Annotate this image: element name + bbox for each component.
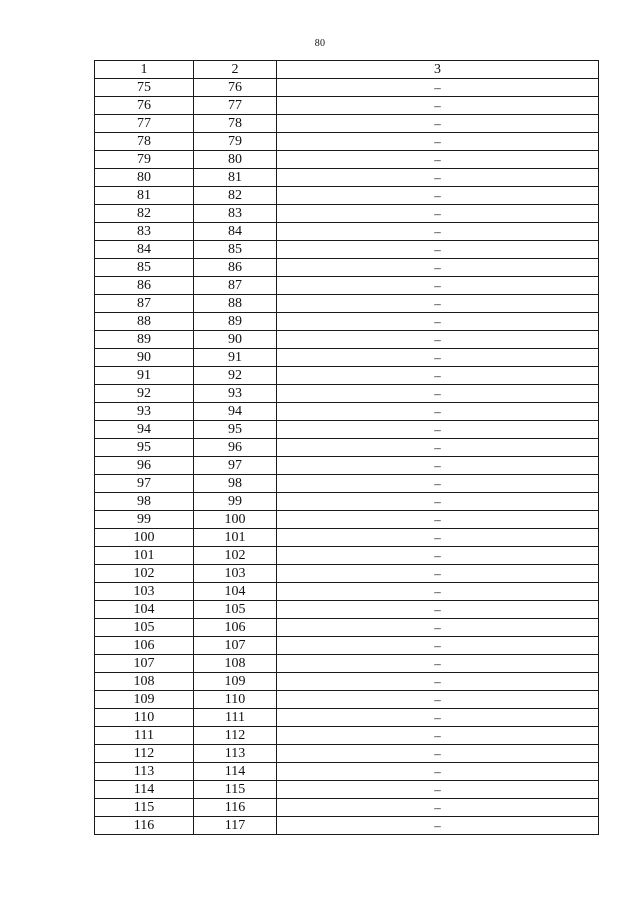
table-row bbox=[95, 493, 599, 511]
table-cell-col3: – bbox=[277, 223, 599, 241]
table-cell-col1: 106 bbox=[95, 637, 194, 655]
table-cell-col1: 78 bbox=[95, 133, 194, 151]
table-row bbox=[95, 421, 599, 439]
table-cell-col3: – bbox=[277, 277, 599, 295]
table-cell-col3: – bbox=[277, 511, 599, 529]
table-cell-col2: 79 bbox=[194, 133, 277, 151]
table-body bbox=[95, 79, 599, 835]
table-cell-col2: 96 bbox=[194, 439, 277, 457]
table-cell-col2: 104 bbox=[194, 583, 277, 601]
table-row bbox=[95, 403, 599, 421]
table-cell-col1: 111 bbox=[95, 727, 194, 745]
table-cell-col1: 81 bbox=[95, 187, 194, 205]
table-cell-col2: 110 bbox=[194, 691, 277, 709]
table-row bbox=[95, 169, 599, 187]
table-cell-col1: 103 bbox=[95, 583, 194, 601]
table-cell-col3: – bbox=[277, 637, 599, 655]
table-cell-col3: – bbox=[277, 781, 599, 799]
table-cell-col1: 85 bbox=[95, 259, 194, 277]
table-cell-col3: – bbox=[277, 763, 599, 781]
table-cell-col1: 89 bbox=[95, 331, 194, 349]
table-cell-col1: 112 bbox=[95, 745, 194, 763]
table-cell-col3: – bbox=[277, 79, 599, 97]
table-row bbox=[95, 781, 599, 799]
table-cell-col2: 89 bbox=[194, 313, 277, 331]
table-cell-col1: 104 bbox=[95, 601, 194, 619]
page-number: 80 bbox=[314, 38, 326, 49]
data-table bbox=[94, 60, 599, 835]
table-cell-col2: 86 bbox=[194, 259, 277, 277]
table-cell-col3: – bbox=[277, 151, 599, 169]
table-cell-col3: – bbox=[277, 205, 599, 223]
table-cell-col2: 85 bbox=[194, 241, 277, 259]
table-cell-col1: 92 bbox=[95, 385, 194, 403]
table-cell-col3: – bbox=[277, 529, 599, 547]
table-row bbox=[95, 241, 599, 259]
table-cell-col1: 88 bbox=[95, 313, 194, 331]
table-cell-col3: – bbox=[277, 547, 599, 565]
table-cell-col2: 80 bbox=[194, 151, 277, 169]
data-table-container bbox=[94, 60, 598, 835]
table-cell-col2: 116 bbox=[194, 799, 277, 817]
table-cell-col3: – bbox=[277, 349, 599, 367]
table-row bbox=[95, 583, 599, 601]
table-row bbox=[95, 79, 599, 97]
table-cell-col2: 106 bbox=[194, 619, 277, 637]
table-row bbox=[95, 547, 599, 565]
table-row bbox=[95, 457, 599, 475]
table-cell-col2: 114 bbox=[194, 763, 277, 781]
table-row bbox=[95, 691, 599, 709]
table-row bbox=[95, 133, 599, 151]
table-row bbox=[95, 619, 599, 637]
table-cell-col1: 82 bbox=[95, 205, 194, 223]
table-row bbox=[95, 277, 599, 295]
table-cell-col3: – bbox=[277, 799, 599, 817]
table-cell-col1: 114 bbox=[95, 781, 194, 799]
table-cell-col1: 113 bbox=[95, 763, 194, 781]
table-cell-col2: 113 bbox=[194, 745, 277, 763]
table-cell-col3: – bbox=[277, 403, 599, 421]
table-cell-col3: – bbox=[277, 691, 599, 709]
table-row bbox=[95, 115, 599, 133]
table-cell-col2: 107 bbox=[194, 637, 277, 655]
table-cell-col3: – bbox=[277, 565, 599, 583]
table-row bbox=[95, 97, 599, 115]
table-row bbox=[95, 367, 599, 385]
table-cell-col3: – bbox=[277, 421, 599, 439]
table-cell-col1: 107 bbox=[95, 655, 194, 673]
table-cell-col3: – bbox=[277, 169, 599, 187]
table-cell-col1: 90 bbox=[95, 349, 194, 367]
table-cell-col3: – bbox=[277, 493, 599, 511]
table-cell-col1: 86 bbox=[95, 277, 194, 295]
table-cell-col3: – bbox=[277, 187, 599, 205]
table-cell-col3: – bbox=[277, 259, 599, 277]
table-cell-col1: 116 bbox=[95, 817, 194, 835]
table-cell-col1: 83 bbox=[95, 223, 194, 241]
table-cell-col3: – bbox=[277, 619, 599, 637]
table-row bbox=[95, 799, 599, 817]
table-cell-col2: 87 bbox=[194, 277, 277, 295]
table-row bbox=[95, 439, 599, 457]
table-row bbox=[95, 295, 599, 313]
table-row bbox=[95, 223, 599, 241]
table-cell-col1: 77 bbox=[95, 115, 194, 133]
table-cell-col2: 109 bbox=[194, 673, 277, 691]
table-row bbox=[95, 817, 599, 835]
table-cell-col1: 102 bbox=[95, 565, 194, 583]
table-cell-col2: 88 bbox=[194, 295, 277, 313]
table-cell-col1: 76 bbox=[95, 97, 194, 115]
table-cell-col2: 102 bbox=[194, 547, 277, 565]
table-cell-col2: 76 bbox=[194, 79, 277, 97]
table-cell-col2: 101 bbox=[194, 529, 277, 547]
table-row bbox=[95, 529, 599, 547]
table-row bbox=[95, 673, 599, 691]
table-cell-col1: 115 bbox=[95, 799, 194, 817]
table-cell-col2: 100 bbox=[194, 511, 277, 529]
table-cell-col2: 94 bbox=[194, 403, 277, 421]
table-cell-col1: 101 bbox=[95, 547, 194, 565]
table-cell-col3: – bbox=[277, 133, 599, 151]
table-cell-col1: 109 bbox=[95, 691, 194, 709]
table-cell-col2: 82 bbox=[194, 187, 277, 205]
table-row bbox=[95, 205, 599, 223]
table-cell-col1: 100 bbox=[95, 529, 194, 547]
table-row bbox=[95, 349, 599, 367]
table-cell-col3: – bbox=[277, 727, 599, 745]
table-cell-col1: 96 bbox=[95, 457, 194, 475]
table-cell-col3: – bbox=[277, 457, 599, 475]
table-row bbox=[95, 331, 599, 349]
table-row bbox=[95, 727, 599, 745]
table-cell-col3: – bbox=[277, 115, 599, 133]
table-cell-col1: 97 bbox=[95, 475, 194, 493]
table-cell-col3: – bbox=[277, 475, 599, 493]
table-cell-col1: 75 bbox=[95, 79, 194, 97]
table-cell-col1: 95 bbox=[95, 439, 194, 457]
table-cell-col2: 97 bbox=[194, 457, 277, 475]
table-cell-col3: – bbox=[277, 331, 599, 349]
table-cell-col3: – bbox=[277, 367, 599, 385]
table-cell-col2: 115 bbox=[194, 781, 277, 799]
table-cell-col1: 98 bbox=[95, 493, 194, 511]
table-row bbox=[95, 259, 599, 277]
table-cell-col2: 112 bbox=[194, 727, 277, 745]
table-row bbox=[95, 385, 599, 403]
table-cell-col2: 111 bbox=[194, 709, 277, 727]
table-cell-col3: – bbox=[277, 385, 599, 403]
table-cell-col1: 99 bbox=[95, 511, 194, 529]
table-row bbox=[95, 745, 599, 763]
table-cell-col1: 93 bbox=[95, 403, 194, 421]
table-cell-col1: 80 bbox=[95, 169, 194, 187]
table-row bbox=[95, 655, 599, 673]
table-cell-col2: 92 bbox=[194, 367, 277, 385]
table-row bbox=[95, 313, 599, 331]
column-header-2: 2 bbox=[194, 61, 277, 79]
table-cell-col2: 108 bbox=[194, 655, 277, 673]
table-cell-col3: – bbox=[277, 601, 599, 619]
table-row bbox=[95, 601, 599, 619]
table-row bbox=[95, 187, 599, 205]
table-cell-col1: 79 bbox=[95, 151, 194, 169]
column-header-1: 1 bbox=[95, 61, 194, 79]
table-cell-col3: – bbox=[277, 745, 599, 763]
table-row bbox=[95, 565, 599, 583]
table-cell-col3: – bbox=[277, 673, 599, 691]
table-cell-col2: 98 bbox=[194, 475, 277, 493]
table-cell-col2: 81 bbox=[194, 169, 277, 187]
table-cell-col2: 84 bbox=[194, 223, 277, 241]
table-cell-col2: 78 bbox=[194, 115, 277, 133]
table-cell-col2: 103 bbox=[194, 565, 277, 583]
table-cell-col2: 83 bbox=[194, 205, 277, 223]
table-cell-col2: 90 bbox=[194, 331, 277, 349]
table-row bbox=[95, 475, 599, 493]
table-cell-col2: 105 bbox=[194, 601, 277, 619]
table-cell-col3: – bbox=[277, 295, 599, 313]
table-cell-col3: – bbox=[277, 97, 599, 115]
table-cell-col3: – bbox=[277, 313, 599, 331]
table-cell-col3: – bbox=[277, 817, 599, 835]
table-row bbox=[95, 709, 599, 727]
table-row bbox=[95, 763, 599, 781]
table-cell-col1: 94 bbox=[95, 421, 194, 439]
table-cell-col2: 77 bbox=[194, 97, 277, 115]
table-row bbox=[95, 637, 599, 655]
table-row bbox=[95, 511, 599, 529]
table-cell-col3: – bbox=[277, 655, 599, 673]
table-cell-col1: 105 bbox=[95, 619, 194, 637]
table-cell-col1: 110 bbox=[95, 709, 194, 727]
column-header-3: 3 bbox=[277, 61, 599, 79]
table-cell-col1: 87 bbox=[95, 295, 194, 313]
table-cell-col2: 99 bbox=[194, 493, 277, 511]
table-cell-col1: 91 bbox=[95, 367, 194, 385]
table-cell-col1: 108 bbox=[95, 673, 194, 691]
table-cell-col2: 93 bbox=[194, 385, 277, 403]
table-row bbox=[95, 151, 599, 169]
table-header-row bbox=[95, 61, 599, 79]
table-cell-col3: – bbox=[277, 241, 599, 259]
table-cell-col2: 95 bbox=[194, 421, 277, 439]
table-cell-col3: – bbox=[277, 583, 599, 601]
table-cell-col1: 84 bbox=[95, 241, 194, 259]
table-cell-col2: 117 bbox=[194, 817, 277, 835]
table-cell-col2: 91 bbox=[194, 349, 277, 367]
table-cell-col3: – bbox=[277, 709, 599, 727]
table-cell-col3: – bbox=[277, 439, 599, 457]
